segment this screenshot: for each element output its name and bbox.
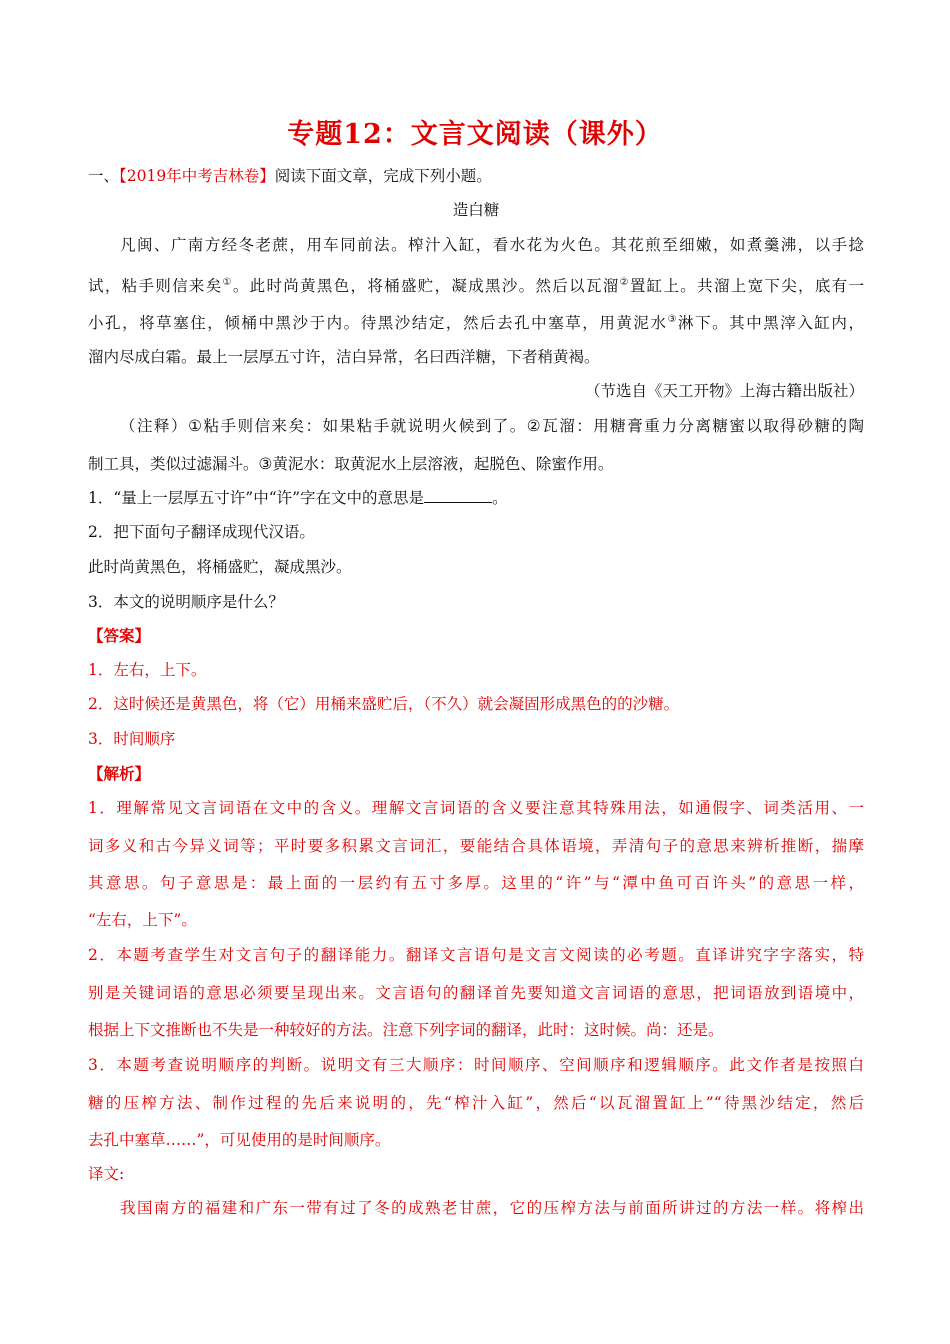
question-2-sentence: 此时尚黄黑色，将桶盛贮，凝成黑沙。 xyxy=(88,558,352,576)
passage-heading: 造白糖 xyxy=(452,201,500,219)
analysis-line: 1．理解常见文言词语在文中的含义。理解文言词语的含义要注意其特殊用法，如通假字、词类活用、一 xyxy=(88,799,864,817)
source-tag: 【2019年中考吉林卷】 xyxy=(119,167,275,185)
analysis-line: 词多义和古今异义词等；平时要多积累文言词汇，要能结合具体语境，弄清句子的意思来辨析推断，揣摩 xyxy=(88,837,864,855)
passage-citation: （节选自《天工开物》上海古籍出版社） xyxy=(584,382,864,400)
passage-line: 溜内尽成白霜。最上一层厚五寸许，洁白异常，名曰西洋糖，下者稍黄褐。 xyxy=(88,348,600,366)
question-2: 2．把下面句子翻译成现代汉语。 xyxy=(88,523,315,541)
passage-line: 试，粘手则信来矣①。此时尚黄黑色，将桶盛贮，凝成黑沙。然后以瓦溜②置缸上。共溜上宽下尖，底有一 xyxy=(88,277,864,296)
passage-line: 小孔，将草塞住，倾桶中黑沙于内。待黑沙结定，然后去孔中塞草，用黄泥水③淋下。其中黑滓入缸内， xyxy=(88,314,864,333)
analysis-line: 去孔中塞草……”，可见使用的是时间顺序。 xyxy=(88,1131,391,1149)
notes-line: 制工具，类似过滤漏斗。③黄泥水：取黄泥水上层溶液，起脱色、除蜜作用。 xyxy=(88,455,614,473)
notes-line: （注释）①粘手则信来矣：如果粘手就说明火候到了。②瓦溜：用糖膏重力分离糖蜜以取得砂糖的陶 xyxy=(120,417,864,435)
note-mark: ③ xyxy=(667,314,679,325)
analysis-line: 其意思。句子意思是：最上面的一层约有五寸多厚。这里的“许”与“潭中鱼可百许头”的意思一样， xyxy=(88,874,864,892)
analysis-line: 3．本题考查说明顺序的判断。说明文有三大顺序：时间顺序、空间顺序和逻辑顺序。此文作者是按照白 xyxy=(88,1056,864,1074)
question-1: 1．“量上一层厚五寸许”中“许”字在文中的意思是 。 xyxy=(88,489,508,507)
analysis-line: 糖的压榨方法、制作过程的先后来说明的，先“榨汁入缸”，然后“以瓦溜置缸上”“待黑沙结定，然后 xyxy=(88,1094,864,1112)
question-3: 3．本文的说明顺序是什么？ xyxy=(88,593,284,611)
analysis-line: 别是关键词语的意思必须要呈现出来。文言语句的翻译首先要知道文言词语的意思，把词语放到语境中， xyxy=(88,984,864,1002)
section-prefix: 一、 xyxy=(88,167,120,185)
answer-2: 2．这时候还是黄黑色，将（它）用桶来盛贮后，（不久）就会凝固形成黑色的的沙糖。 xyxy=(88,695,680,713)
section-instruction: 阅读下面文章，完成下列小题。 xyxy=(274,167,492,185)
translation-line: 我国南方的福建和广东一带有过了冬的成熟老甘蔗，它的压榨方法与前面所讲过的方法一样。将榨出 xyxy=(120,1199,864,1217)
analysis-line: 根据上下文推断也不失是一种较好的方法。注意下列字词的翻译，此时：这时候。尚：还是。 xyxy=(88,1021,724,1039)
note-mark: ② xyxy=(619,277,630,288)
analysis-label: 【解析】 xyxy=(88,764,151,783)
section-header xyxy=(88,166,864,186)
answer-1: 1．左右，上下。 xyxy=(88,661,207,679)
answer-3: 3．时间顺序 xyxy=(88,730,176,748)
analysis-line: 2．本题考查学生对文言句子的翻译能力。翻译文言语句是文言文阅读的必考题。直译讲究字字落实，特 xyxy=(88,946,864,964)
answer-blank xyxy=(424,488,492,503)
answer-label: 【答案】 xyxy=(88,626,151,645)
analysis-line: “左右，上下”。 xyxy=(88,911,197,929)
passage-line: 凡闽、广南方经冬老蔗，用车同前法。榨汁入缸，看水花为火色。其花煎至细嫩，如煮羹沸，以手捻 xyxy=(120,236,864,254)
page-title: 专题12：文言文阅读（课外） xyxy=(287,119,663,150)
note-mark: ① xyxy=(222,277,233,288)
translation-label: 译文: xyxy=(88,1165,125,1183)
